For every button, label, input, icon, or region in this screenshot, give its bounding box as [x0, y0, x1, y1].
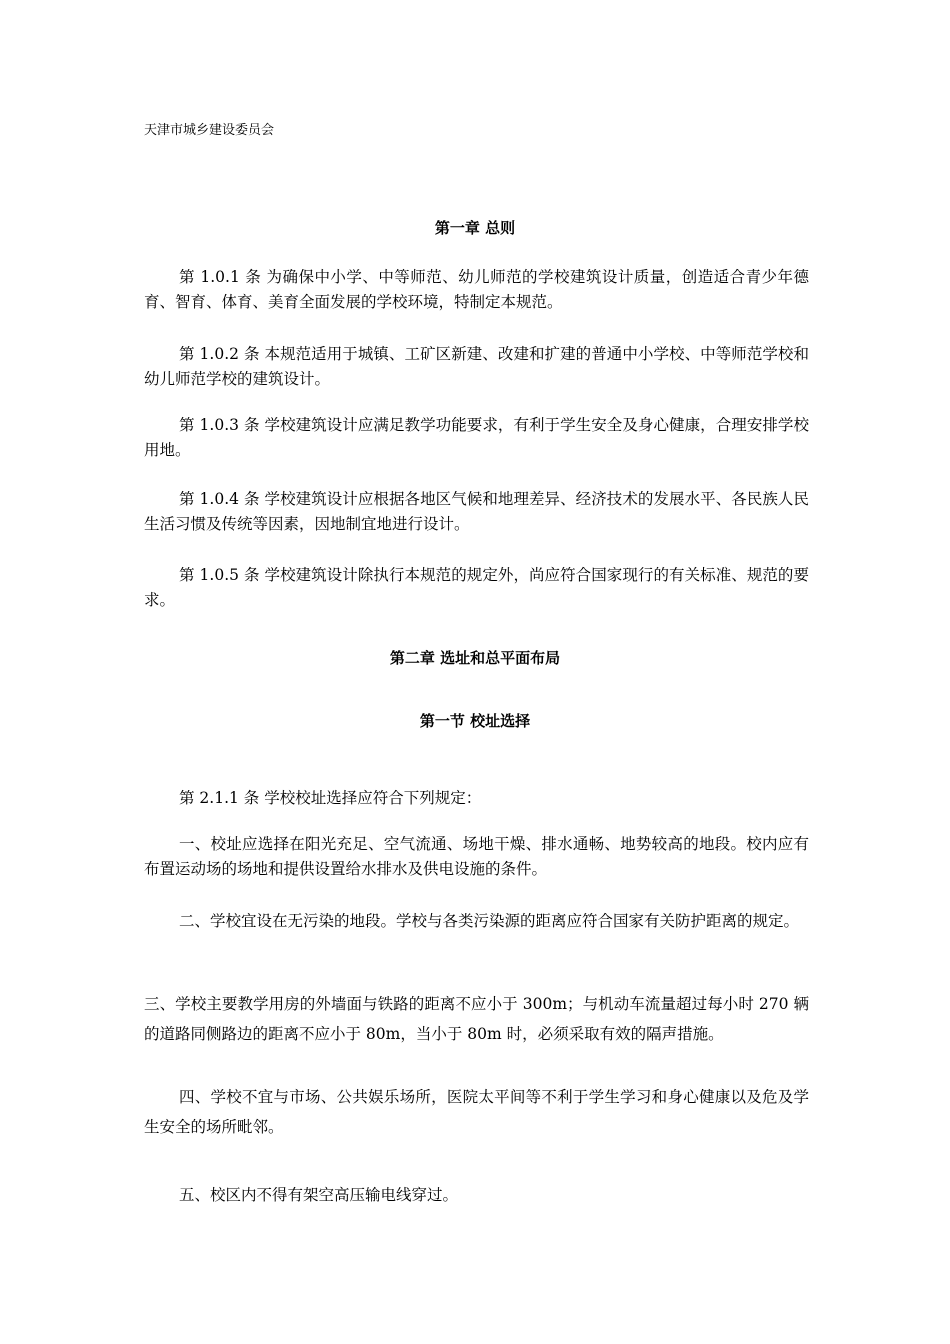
- list-item-5: 五、校区内不得有架空高压输电线穿过。: [179, 1186, 459, 1204]
- chapter-1-title: 第一章 总则: [434, 219, 516, 237]
- list-item-3: 三、学校主要教学用房的外墙面与铁路的距离不应小于 300m；与机动车流量超过每小时 270 辆的道路同侧路边的距离不应小于 80m，当小于 80m 时，必须采取有效的隔声措施。: [144, 995, 809, 1043]
- issuer-name: 天津市城乡建设委员会: [144, 123, 275, 138]
- article-1-0-5: 第 1.0.5 条 学校建筑设计除执行本规范的规定外，尚应符合国家现行的有关标准、规范的要求。: [144, 566, 809, 609]
- article-1-0-3: 第 1.0.3 条 学校建筑设计应满足教学功能要求，有利于学生安全及身心健康，合理安排学校用地。: [144, 416, 809, 459]
- section-1-title: 第一节 校址选择: [419, 712, 531, 730]
- article-1-0-4: 第 1.0.4 条 学校建筑设计应根据各地区气候和地理差异、经济技术的发展水平、各民族人民生活习惯及传统等因素，因地制宜地进行设计。: [144, 490, 809, 533]
- list-item-2: 二、学校宜设在无污染的地段。学校与各类污染源的距离应符合国家有关防护距离的规定。: [179, 912, 800, 930]
- article-2-1-1: 第 2.1.1 条 学校校址选择应符合下列规定：: [179, 789, 482, 807]
- list-item-4: 四、学校不宜与市场、公共娱乐场所，医院太平间等不利于学生学习和身心健康以及危及学生安全的场所毗邻。: [144, 1088, 809, 1136]
- list-item-1: 一、校址应选择在阳光充足、空气流通、场地干燥、排水通畅、地势较高的地段。校内应有布置运动场的场地和提供设置给水排水及供电设施的条件。: [144, 835, 809, 878]
- chapter-2-title: 第二章 选址和总平面布局: [389, 649, 561, 667]
- article-1-0-1: 第 1.0.1 条 为确保中小学、中等师范、幼儿师范的学校建筑设计质量，创造适合青少年德育、智育、体育、美育全面发展的学校环境，特制定本规范。: [144, 268, 809, 311]
- article-1-0-2: 第 1.0.2 条 本规范适用于城镇、工矿区新建、改建和扩建的普通中小学校、中等师范学校和幼儿师范学校的建筑设计。: [144, 345, 809, 388]
